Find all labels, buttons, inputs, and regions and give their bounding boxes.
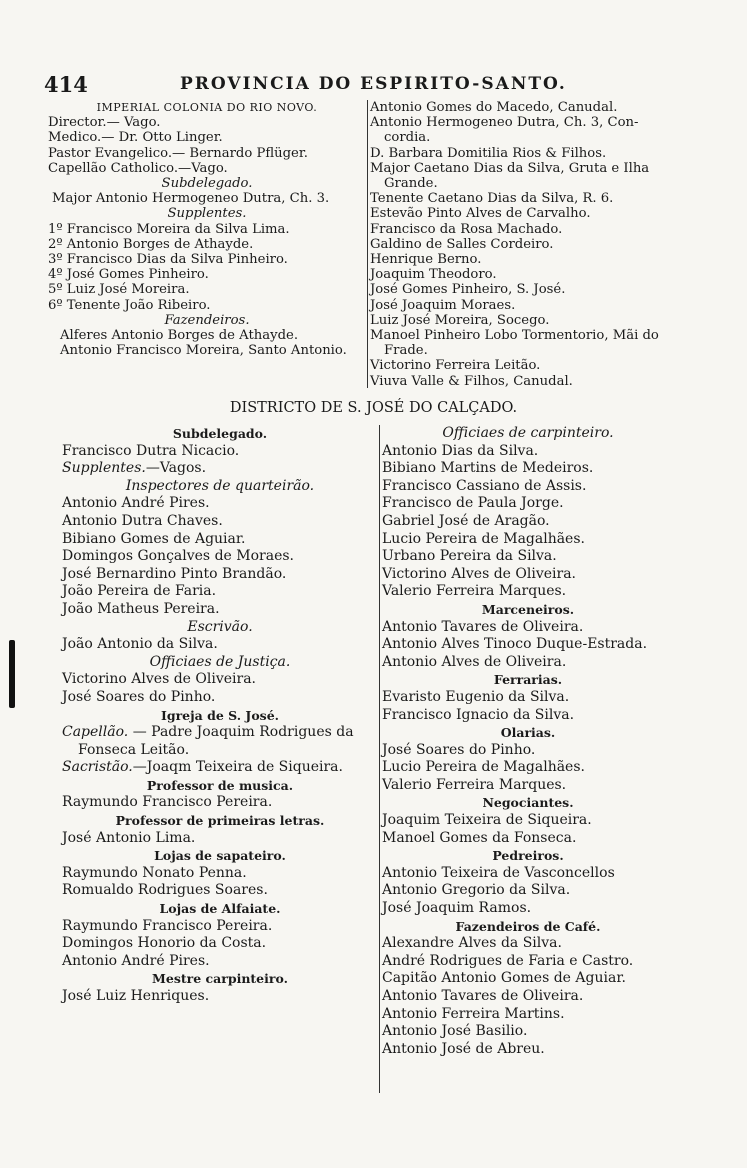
section-heading: Pedreiros. (492, 848, 564, 864)
cafe-item: Antonio José Basilio. (382, 1023, 528, 1040)
colonia-line: Pastor Evangelico.— Bernardo Pflüger. (48, 145, 308, 161)
inspector-item: Antonio Dutra Chaves. (62, 512, 223, 529)
sacristao-label: Sacristão. (62, 759, 133, 776)
section-heading: Subdelegado. (172, 426, 268, 441)
inspector-item: Bibiano Gomes de Aguiar. (62, 530, 246, 547)
section-heading: Officiaes de Justiça. (149, 653, 291, 670)
colonia-fazendeiros-column (370, 100, 692, 389)
professor-name: Raymundo Francisco Pereira. (62, 794, 273, 811)
fazendeiro-item: Henrique Berno. (370, 252, 482, 268)
section-heading: Igreja de S. José. (160, 707, 280, 723)
supplente-item: 5º Luiz José Moreira. (48, 282, 190, 298)
page-number: 414 (44, 72, 88, 97)
negociante-item: Joaquim Teixeira de Siqueira. (382, 812, 592, 829)
subdelegado-name: Major Antonio Hermogeneo Dutra, Ch. 3. (52, 191, 330, 207)
carpinteiro-item: Victorino Alves de Oliveira. (382, 565, 577, 582)
supplente-item: 6º Tenente João Ribeiro. (48, 297, 211, 313)
sacristao-value: —Joaqm Teixeira de Siqueira. (132, 759, 343, 776)
inspector-item: Domingos Gonçalves de Moraes. (62, 548, 294, 565)
fazendeiro-item: Manoel Pinheiro Lobo Tormentorio, Mãi do (370, 328, 659, 344)
supplente-item: 3º Francisco Dias da Silva Pinheiro. (48, 252, 288, 268)
fazendeiro-item: Francisco da Rosa Machado. (370, 221, 563, 237)
fazendeiro-item: Luiz José Moreira, Socego. (370, 312, 550, 328)
inspector-item: Antonio André Pires. (62, 495, 210, 512)
supplentes-line (62, 460, 378, 478)
fazendeiro-item: Joaquim Theodoro. (370, 267, 497, 283)
alfaiate-item: Domingos Honorio da Costa. (62, 935, 267, 952)
capellao-value: — Padre Joaquim Rodrigues da (128, 724, 354, 741)
supplentes-value: —Vagos. (145, 460, 207, 477)
district-title: DISTRICTO DE S. JOSÉ DO CALÇADO. (229, 400, 518, 416)
supplente-item: 4º José Gomes Pinheiro. (48, 267, 209, 283)
cafe-item: Antonio José de Abreu. (382, 1040, 545, 1057)
fazendeiro-item: Estevão Pinto Alves de Carvalho. (370, 206, 591, 222)
supplente-item: 2º Antonio Borges de Athayde. (48, 236, 254, 252)
pedreiro-item: Antonio Teixeira de Vasconcellos (382, 864, 615, 881)
cafe-item: André Rodrigues de Faria e Castro. (382, 952, 634, 969)
capellao-cont: Fonseca Leitão. (78, 741, 190, 758)
district-left-column (62, 425, 378, 1006)
cafe-item: Alexandre Alves da Silva. (382, 935, 562, 952)
section-heading: Ferrarias. (493, 672, 563, 688)
professor-name: José Antonio Lima. (62, 829, 196, 846)
carpinteiro-item: Urbano Pereira da Silva. (382, 548, 557, 565)
section-heading: Escrivão. (187, 618, 253, 635)
fazendeiro-item: Alferes Antonio Borges de Athayde. (60, 328, 299, 344)
column-divider (367, 100, 368, 388)
section-heading: Professor de musica. (146, 777, 294, 793)
fazendeiro-item: Galdino de Salles Cordeiro. (370, 236, 554, 252)
pedreiro-item: José Joaquim Ramos. (382, 900, 532, 917)
marceneiro-item: Antonio Tavares de Oliveira. (382, 618, 584, 635)
fazendeiro-item: Tenente Caetano Dias da Silva, R. 6. (370, 191, 614, 207)
colonia-line: Medico.— Dr. Otto Linger. (48, 130, 223, 146)
official-item: Victorino Alves de Oliveira. (62, 671, 257, 688)
fazendeiro-item: Victorino Ferreira Leitão. (370, 358, 541, 374)
negociante-item: Manoel Gomes da Fonseca. (382, 829, 577, 846)
official-item: José Soares do Pinho. (62, 688, 216, 705)
carpinteiro-item: Francisco Cassiano de Assis. (382, 477, 587, 494)
alfaiate-item: Antonio André Pires. (62, 952, 210, 969)
olaria-item: Valerio Ferreira Marques. (382, 776, 567, 793)
cafe-item: Capitão Antonio Gomes de Aguiar. (382, 970, 626, 987)
capellao-line (62, 724, 378, 742)
page-title: PROVINCIA DO ESPIRITO-SANTO. (180, 74, 567, 94)
colonia-heading: IMPERIAL COLONIA DO RIO NOVO. (96, 101, 318, 114)
column-divider (379, 425, 380, 1093)
subdelegado-name: Francisco Dutra Nicacio. (62, 442, 240, 459)
section-heading: Supplentes. (167, 206, 247, 222)
ferraria-item: Evaristo Eugenio da Silva. (382, 688, 570, 705)
marceneiro-item: Antonio Alves de Oliveira. (382, 653, 567, 670)
supplente-item: 1º Francisco Moreira da Silva Lima. (48, 221, 290, 237)
colonia-line: Capellão Catholico.—Vago. (48, 160, 228, 176)
section-heading: Professor de primeiras letras. (115, 813, 325, 829)
inspector-item: João Pereira de Faria. (62, 583, 217, 600)
district-right-column (382, 425, 674, 1058)
page-header (44, 72, 724, 96)
carpinteiro-item: Lucio Pereira de Magalhães. (382, 530, 585, 547)
supplentes-label: Supplentes. (62, 460, 146, 477)
section-heading: Negociantes. (482, 795, 574, 811)
carpinteiro-item: Valerio Ferreira Marques. (382, 583, 567, 600)
section-heading: Mestre carpinteiro. (152, 971, 288, 987)
sapateiro-item: Raymundo Nonato Penna. (62, 864, 247, 881)
ferraria-item: Francisco Ignacio da Silva. (382, 706, 575, 723)
fazendeiro-item: José Gomes Pinheiro, S. José. (370, 282, 566, 298)
mestre-name: José Luiz Henriques. (62, 988, 210, 1004)
alfaiate-item: Raymundo Francisco Pereira. (62, 917, 273, 934)
fazendeiro-item: José Joaquim Moraes. (370, 297, 516, 313)
carpinteiro-item: Gabriel José de Aragão. (382, 512, 550, 529)
section-heading: Officiaes de carpinteiro. (442, 425, 614, 441)
section-heading: Marceneiros. (481, 601, 575, 617)
capellao-label: Capellão. (62, 724, 129, 741)
inspector-item: João Matheus Pereira. (62, 600, 220, 617)
olaria-item: Lucio Pereira de Magalhães. (382, 759, 585, 776)
section-heading: Subdelegado. (161, 176, 253, 192)
sapateiro-item: Romualdo Rodrigues Soares. (62, 882, 268, 899)
margin-mark (9, 640, 15, 708)
carpinteiro-item: Antonio Dias da Silva. (382, 442, 539, 459)
marceneiro-item: Antonio Alves Tinoco Duque-Estrada. (382, 636, 648, 653)
cafe-item: Antonio Tavares de Oliveira. (382, 988, 584, 1004)
colonia-line: Director.— Vago. (48, 115, 161, 131)
fazendeiro-item: Viuva Valle & Filhos, Canudal. (370, 373, 573, 389)
escrivao-name: João Antonio da Silva. (62, 636, 218, 653)
section-heading: Lojas de sapateiro. (154, 848, 286, 864)
colonia-column (48, 100, 366, 358)
inspector-item: José Bernardino Pinto Brandão. (62, 565, 287, 582)
pedreiro-item: Antonio Gregorio da Silva. (382, 882, 571, 899)
fazendeiro-item: Grande. (384, 176, 438, 192)
fazendeiro-item: Antonio Gomes do Macedo, Canudal. (370, 100, 618, 115)
olaria-item: José Soares do Pinho. (382, 741, 536, 758)
section-heading: Olarias. (500, 725, 556, 741)
section-heading: Inspectores de quarteirão. (125, 477, 315, 494)
carpinteiro-item: Francisco de Paula Jorge. (382, 495, 564, 512)
fazendeiro-item: Antonio Hermogeneo Dutra, Ch. 3, Con- (370, 115, 639, 131)
fazendeiro-item: Antonio Francisco Moreira, Santo Antonio. (60, 343, 347, 359)
section-heading: Fazendeiros de Café. (455, 918, 601, 934)
fazendeiro-item: Major Caetano Dias da Silva, Gruta e Ilha (370, 160, 650, 176)
sacristao-line (62, 759, 378, 777)
section-heading: Fazendeiros. (164, 312, 250, 328)
fazendeiro-item: cordia. (384, 130, 431, 146)
fazendeiro-item: D. Barbara Domitilia Rios & Filhos. (370, 145, 607, 161)
fazendeiro-item: Frade. (384, 343, 428, 359)
carpinteiro-item: Bibiano Martins de Medeiros. (382, 460, 594, 477)
cafe-item: Antonio Ferreira Martins. (382, 1005, 565, 1022)
section-heading: Lojas de Alfaiate. (159, 901, 281, 917)
